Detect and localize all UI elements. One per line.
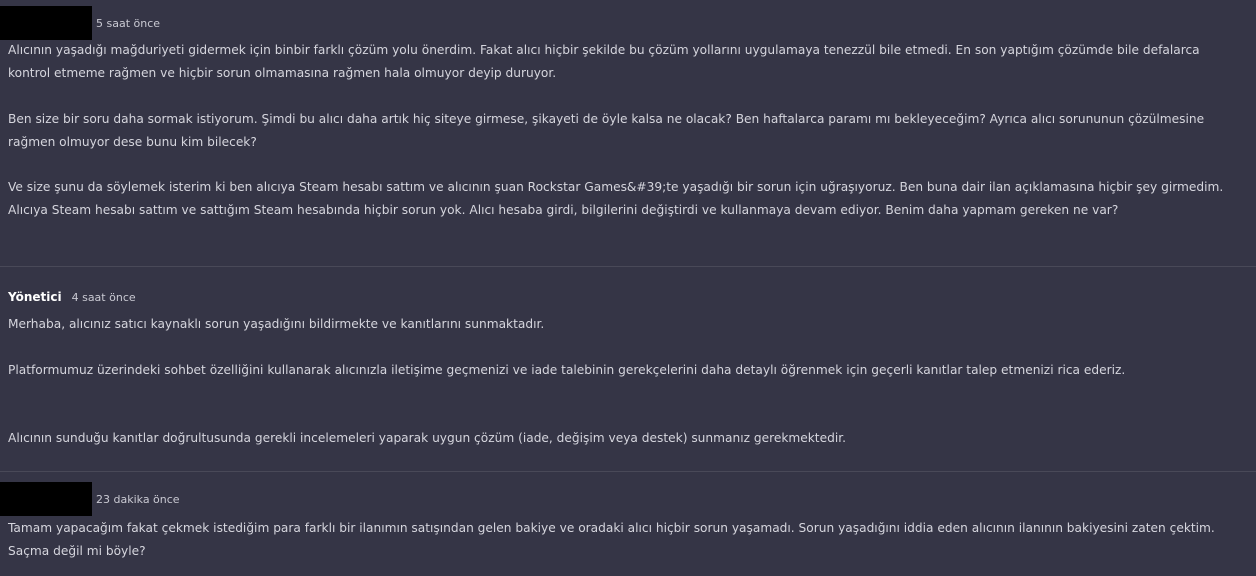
- message-timestamp: 4 saat önce: [71, 290, 136, 304]
- message-timestamp: 23 dakika önce: [96, 492, 180, 506]
- message-timestamp: 5 saat önce: [96, 16, 161, 30]
- redacted-avatar-name: [0, 6, 92, 40]
- message-paragraph: Ben size bir soru daha sormak istiyorum. Şimdi bu alıcı daha artık hiç siteye girmese, şikayeti de öyle kalsa ne olacak? Ben haftalarca paramı mı bekleyeceğim? Ayrıca alıcı sorununun çözülmesine rağmen olmuyor dese bunu kim bilecek?: [8, 112, 1205, 149]
- message-header: [0, 482, 180, 516]
- message-header: [0, 6, 160, 40]
- message-author: Yönetici: [8, 290, 62, 304]
- message-divider: [0, 266, 1256, 267]
- message-paragraph: Platformumuz üzerindeki sohbet özelliğini kullanarak alıcınızla iletişime geçmenizi ve iade talebinin gerekçelerini daha detaylı öğrenmek için geçerli kanıtlar talep etmenizi rica ederiz.: [8, 363, 1126, 377]
- message-paragraph: Tamam yapacağım fakat çekmek istediğim para farklı bir ilanımın satışından gelen bakiye ve oradaki alıcı hiçbir sorun yaşamadı. Sorun yaşadığını iddia eden alıcının ilanının bakiyesini zaten çektim. Saçma değil mi böyle?: [8, 521, 1215, 558]
- message-paragraph: Merhaba, alıcınız satıcı kaynaklı sorun yaşadığını bildirmekte ve kanıtlarını sunmaktadır.: [8, 317, 545, 331]
- message-divider: [0, 471, 1256, 472]
- redacted-avatar-name: [0, 482, 92, 516]
- message-paragraph: Ve size şunu da söylemek isterim ki ben alıcıya Steam hesabı sattım ve alıcının şuan Rockstar Games&#39;te yaşadığı bir sorun için uğraşıyoruz. Ben buna dair ilan açıklamasına hiçbir şey girmedim. Alıcıya Steam hesabı sattım ve sattığım Steam hesabında hiçbir sorun yok. Alıcı hesaba girdi, bilgilerini değiştirdi ve kullanmaya devam ediyor. Benim daha yapmam gereken ne var?: [8, 180, 1224, 217]
- message-paragraph: Alıcının yaşadığı mağduriyeti gidermek için binbir farklı çözüm yolu önerdim. Fakat alıcı hiçbir şekilde bu çözüm yollarını uygulamaya tenezzül bile etmedi. En son yaptığım çözümde bile defalarca kontrol etmeme rağmen ve hiçbir sorun olmamasına rağmen hala olmuyor deyip duruyor.: [8, 43, 1200, 80]
- message-header: [0, 280, 136, 314]
- message-paragraph: Alıcının sunduğu kanıtlar doğrultusunda gerekli incelemeleri yaparak uygun çözüm (iade, değişim veya destek) sunmanız gerekmektedir.: [8, 431, 846, 445]
